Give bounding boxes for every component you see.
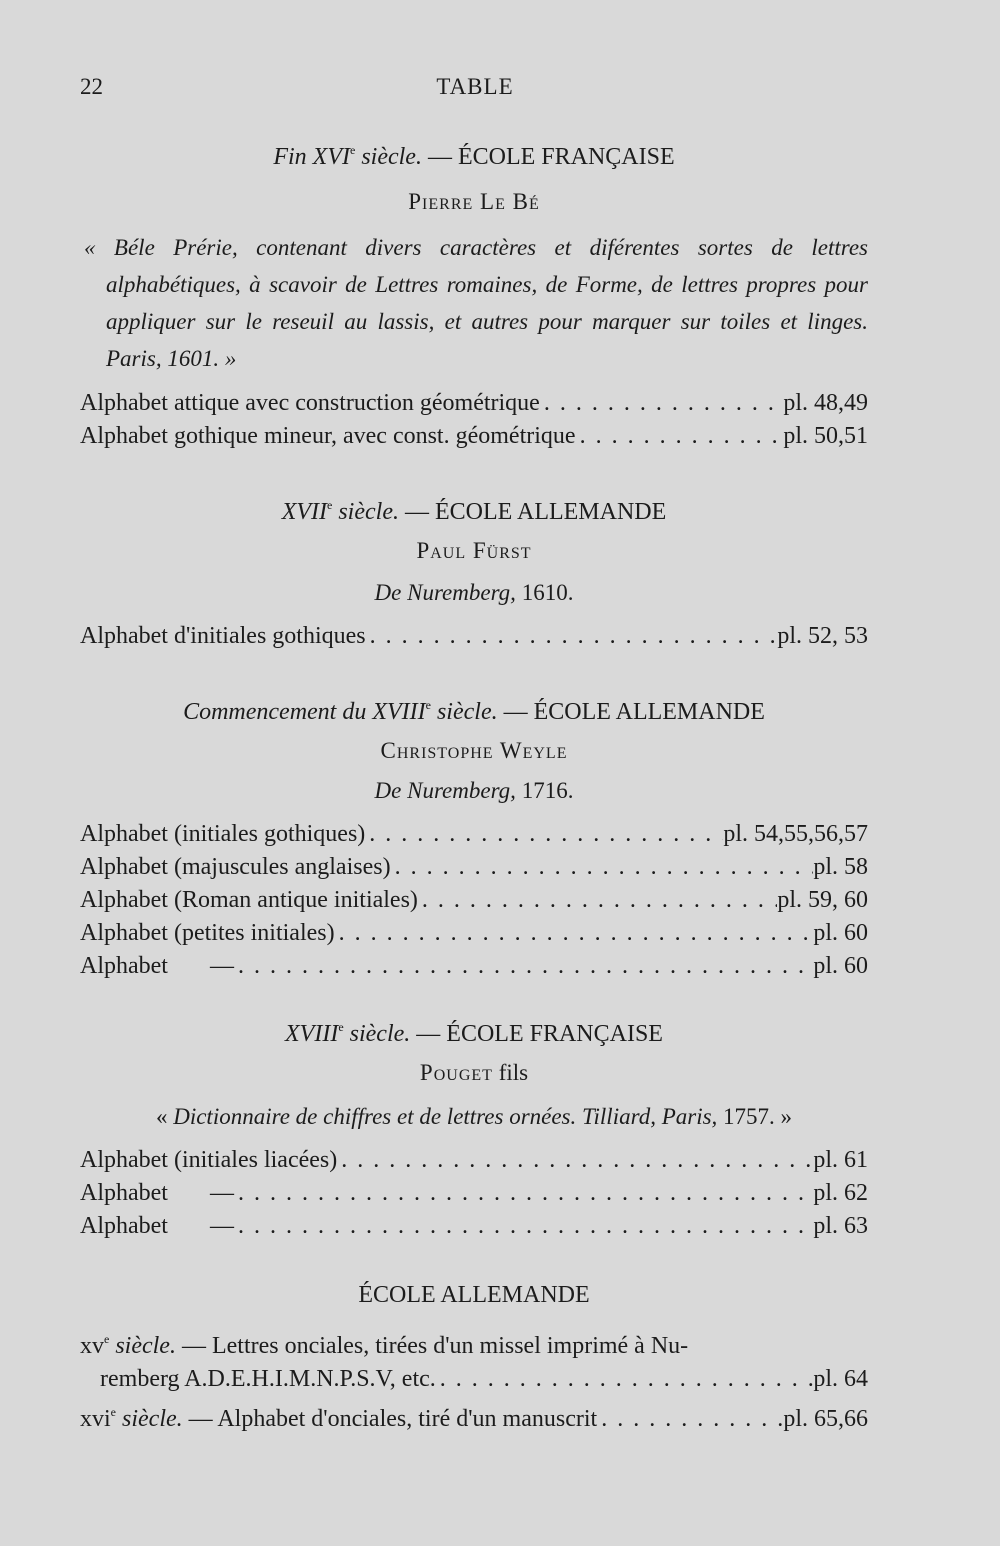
section-heading [80, 1009, 868, 1052]
list-item [80, 1396, 868, 1436]
author [80, 1056, 868, 1090]
section-heading [80, 132, 868, 175]
period: Fin XVI [273, 144, 350, 170]
plate-ref: pl. 64 [813, 1366, 868, 1392]
period-sup: e [425, 698, 431, 712]
entry-label-cont: remberg A.D.E.H.I.M.N.P.S.V, etc. [100, 1366, 436, 1392]
school: — ÉCOLE ALLEMANDE [497, 699, 765, 725]
period-suffix: siècle. [355, 144, 422, 170]
list-item [80, 917, 868, 950]
period-suffix: siècle. [430, 699, 498, 725]
entry-label: — Lettres onciales, tirées d'un missel imprimé à Nu- [175, 1333, 689, 1359]
period: XVII [281, 499, 328, 525]
list-item [80, 851, 868, 884]
entry-label: Alphabet (majuscules anglaises) [80, 854, 391, 880]
period-suffix: siècle. [116, 1406, 183, 1432]
entry-label: Alphabet — [80, 953, 234, 979]
entry-label: Alphabet d'initiales gothiques [80, 623, 366, 649]
origin [80, 774, 868, 808]
author: Christophe Weyle [380, 738, 568, 763]
plate-ref: pl. 54,55,56,57 [723, 821, 868, 847]
plate-ref: pl. 63 [813, 1213, 868, 1239]
list-item [80, 620, 868, 653]
school: — ÉCOLE ALLEMANDE [398, 499, 667, 525]
period: Commencement du XVIII [183, 699, 426, 725]
list-item [80, 884, 868, 917]
plate-ref: pl. 60 [813, 953, 868, 979]
entry-text: — Alphabet d'onciales, tiré d'un manuscrit [182, 1406, 598, 1432]
list-item [80, 1323, 868, 1396]
quote-year: 1757. » [717, 1104, 793, 1129]
book-title: « Béle Prérie, contenant divers caractères et diférentes sortes de lettres alphabétiques, à scavoir de Lettres romaines, de Forme, de lettres propres pour appliquer sur le reseuil au lassis, et autres pour marquer sur toiles et linges. Paris, 1601. » [84, 235, 868, 371]
plate-ref: pl. 58 [813, 854, 868, 880]
entry-label: Alphabet (Roman antique initiales) [80, 887, 418, 913]
entry-label [80, 1396, 597, 1436]
origin [80, 576, 868, 610]
origin-place: De Nuremberg, [374, 580, 516, 605]
list-item [80, 1210, 868, 1243]
period-suffix: siècle. [343, 1021, 411, 1047]
period-sup: e [104, 1332, 110, 1346]
author: Paul Fürst [416, 538, 532, 563]
page-header [80, 70, 870, 110]
list-item [80, 950, 868, 983]
running-title: TABLE [436, 74, 514, 99]
entry-label: Alphabet gothique mineur, avec const. géométrique [80, 423, 576, 449]
plate-ref: pl. 61 [813, 1147, 868, 1173]
origin-place: De Nuremberg, [374, 778, 516, 803]
plate-ref: pl. 62 [813, 1180, 868, 1206]
plate-ref: pl. 60 [813, 920, 868, 946]
period-sup: e [349, 143, 356, 157]
entry-label: Alphabet (initiales gothiques) [80, 821, 366, 847]
period-suffix: siècle. [109, 1333, 176, 1359]
entry-label: Alphabet attique avec construction géométrique [80, 390, 540, 416]
entry-label: Alphabet — [80, 1213, 234, 1239]
school: — ÉCOLE FRANÇAISE [421, 144, 675, 170]
section-heading: ÉCOLE ALLEMANDE [358, 1282, 590, 1308]
plate-ref: pl. 50,51 [783, 423, 868, 449]
table-of-plates [80, 132, 868, 1436]
period: xvi [80, 1406, 111, 1432]
period: XVIII [285, 1021, 339, 1047]
plate-ref: pl. 59, 60 [777, 887, 868, 913]
list-item [80, 1177, 868, 1210]
section-heading [80, 687, 868, 730]
plate-ref: pl. 52, 53 [777, 623, 868, 649]
origin-year: 1610. [515, 580, 574, 605]
entry-label: Alphabet (initiales liacées) [80, 1147, 338, 1173]
list-item [80, 420, 868, 453]
quote-open: « [155, 1104, 174, 1129]
school: — ÉCOLE FRANÇAISE [410, 1021, 663, 1047]
period-suffix: siècle. [332, 499, 399, 525]
section-heading [80, 487, 868, 530]
plate-ref: pl. 65,66 [783, 1406, 868, 1432]
list-item [80, 1144, 868, 1177]
entry-label: Alphabet — [80, 1180, 234, 1206]
list-item [80, 387, 868, 420]
period: xv [80, 1333, 104, 1359]
entry-label: Alphabet (petites initiales) [80, 920, 335, 946]
author-suffix: fils [492, 1060, 529, 1085]
period-sup: e [327, 498, 333, 512]
quote-text: Dictionnaire de chiffres et de lettres ornées. Tilliard, Paris, [173, 1104, 718, 1129]
page-number: 22 [80, 74, 103, 99]
list-item [80, 818, 868, 851]
book-title [80, 1100, 868, 1134]
author-name: Pouget [419, 1060, 493, 1085]
period-sup: e [338, 1020, 344, 1034]
period-sup: e [110, 1405, 116, 1419]
origin-year: 1716. [515, 778, 574, 803]
author: Pierre Le Bé [408, 189, 540, 214]
plate-ref: pl. 48,49 [783, 390, 868, 416]
